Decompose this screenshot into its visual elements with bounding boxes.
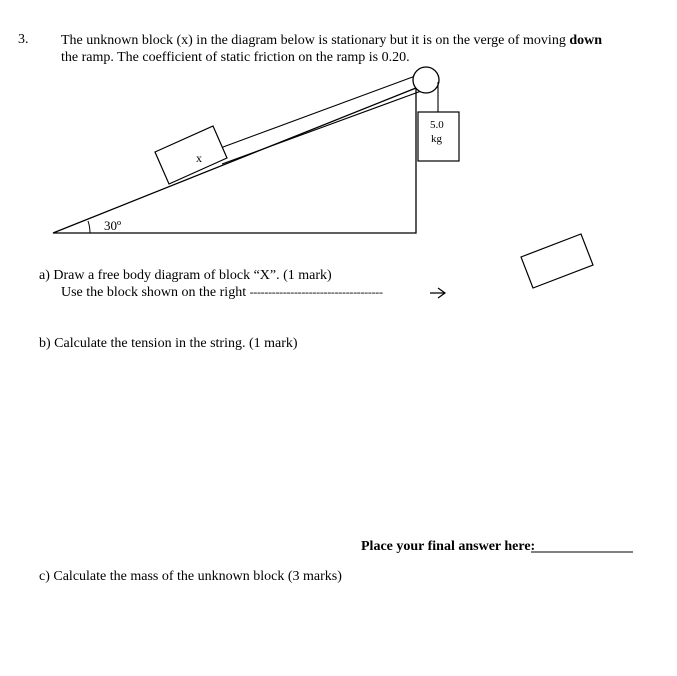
block-x (155, 126, 227, 184)
string-lower-line (222, 90, 424, 164)
question-bold-word: down (569, 33, 603, 48)
question-line2: the ramp. The coefficient of static friction on the ramp is 0.20. (61, 50, 410, 65)
string-upper-line (215, 75, 418, 150)
arrow-right-icon (430, 288, 445, 298)
angle-arc (88, 221, 90, 233)
question-number: 3. (18, 32, 29, 47)
pulley (413, 67, 439, 93)
part-a-prompt: a) Draw a free body diagram of block “X”. (1 mark) (39, 268, 332, 283)
ramp-incline (53, 88, 416, 233)
fbd-blank-block[interactable] (521, 234, 593, 288)
part-c-prompt: c) Calculate the mass of the unknown block (3 marks) (39, 569, 342, 584)
part-b-prompt: b) Calculate the tension in the string. (1 mark) (39, 336, 298, 351)
final-answer-label: Place your final answer here: (361, 539, 536, 554)
hanging-mass-value: 5.0 (430, 119, 444, 131)
question-text (61, 32, 602, 66)
angle-label: 30º (104, 218, 122, 233)
hanging-mass-unit: kg (431, 133, 442, 145)
question-line1: The unknown block (x) in the diagram below is stationary but it is on the verge of moving (61, 33, 570, 48)
block-x-label: x (196, 151, 202, 165)
part-a-instruction-text: Use the block shown on the right (61, 285, 247, 300)
part-a-instruction (61, 285, 383, 301)
part-a-dashes: ------------------------------------ (249, 285, 383, 299)
